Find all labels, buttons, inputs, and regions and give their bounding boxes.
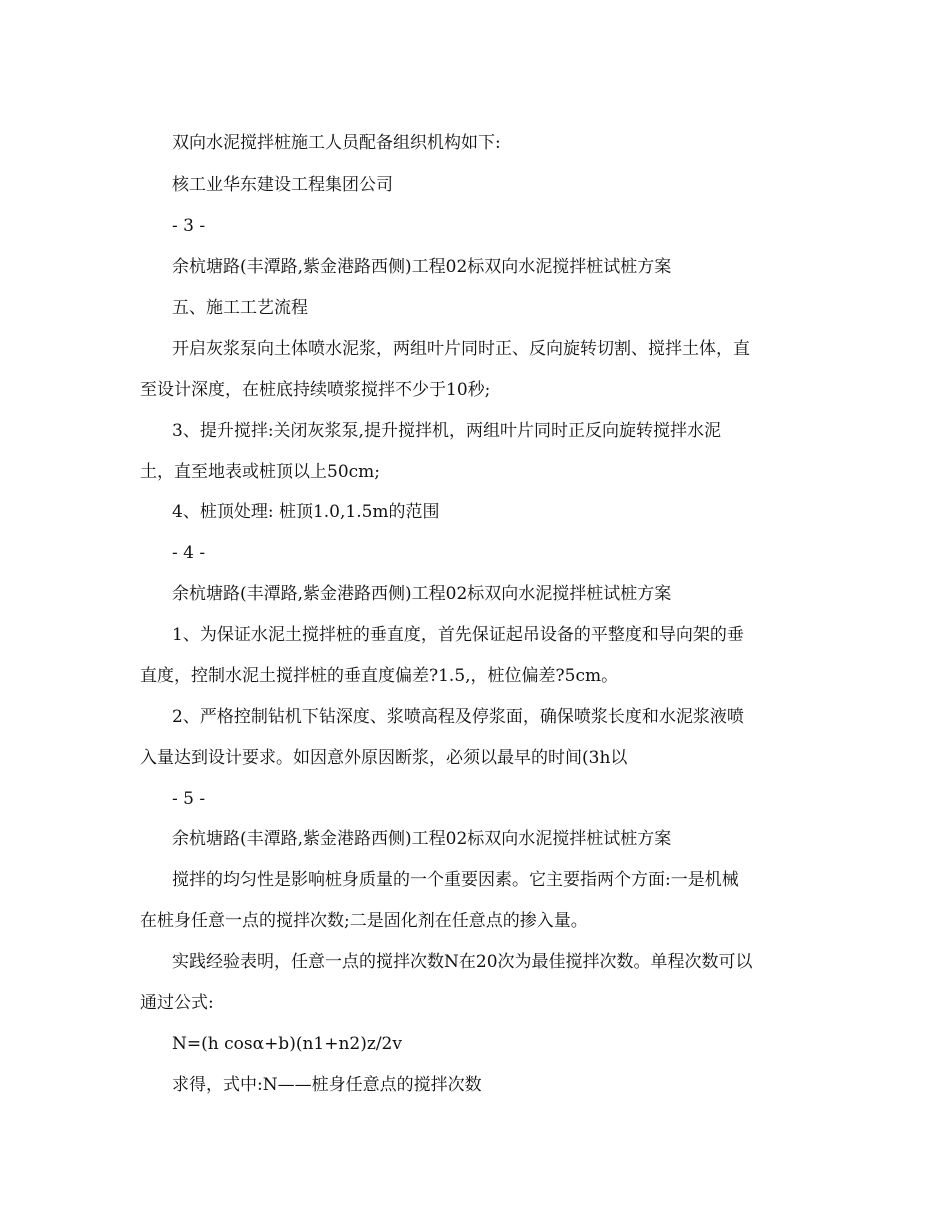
text-line: 2、严格控制钻机下钻深度、浆喷高程及停浆面，确保喷浆长度和水泥浆液喷 bbox=[172, 707, 744, 727]
text-line: 实践经验表明，任意一点的搅拌次数N在20次为最佳搅拌次数。单程次数可以 bbox=[172, 952, 753, 972]
running-header: 余杭塘路(丰潭路,紫金港路西侧)工程02标双向水泥搅拌桩试桩方案 bbox=[172, 257, 672, 277]
formula: N=(h cosα+b)(n1+n2)z/2v bbox=[172, 1034, 402, 1054]
section-heading: 五、施工工艺流程 bbox=[172, 298, 308, 318]
text-line: 至设计深度，在桩底持续喷浆搅拌不少于10秒; bbox=[140, 380, 491, 400]
text-line: 3、提升搅拌:关闭灰浆泵,提升搅拌机，两组叶片同时正反向旋转搅拌水泥 bbox=[172, 421, 721, 441]
page-number: - 5 - bbox=[172, 789, 206, 809]
text-line: 通过公式: bbox=[140, 993, 214, 1013]
text-line: 搅拌的均匀性是影响桩身质量的一个重要因素。它主要指两个方面:一是机械 bbox=[172, 870, 739, 890]
text-line: 直度，控制水泥土搅拌桩的垂直度偏差?1.5,，桩位偏差?5cm。 bbox=[140, 666, 619, 686]
page-number: - 4 - bbox=[172, 543, 206, 563]
page-number: - 3 - bbox=[172, 216, 206, 236]
text-line: 开启灰浆泵向土体喷水泥浆，两组叶片同时正、反向旋转切割、搅拌土体，直 bbox=[172, 339, 750, 359]
text-line: 4、桩顶处理: 桩顶1.0,1.5m的范围 bbox=[172, 502, 440, 522]
running-header: 余杭塘路(丰潭路,紫金港路西侧)工程02标双向水泥搅拌桩试桩方案 bbox=[172, 829, 672, 849]
company-name: 核工业华东建设工程集团公司 bbox=[172, 175, 393, 195]
text-line: 入量达到设计要求。如因意外原因断浆，必须以最早的时间(3h以 bbox=[140, 748, 628, 768]
text-line: 土，直至地表或桩顶以上50cm; bbox=[140, 462, 380, 482]
text-line: 1、为保证水泥土搅拌桩的垂直度，首先保证起吊设备的平整度和导向架的垂 bbox=[172, 625, 744, 645]
text-line: 双向水泥搅拌桩施工人员配备组织机构如下: bbox=[172, 133, 501, 153]
text-line: 在桩身任意一点的搅拌次数;二是固化剂在任意点的掺入量。 bbox=[140, 911, 588, 931]
text-line: 求得，式中:N——桩身任意点的搅拌次数 bbox=[172, 1075, 482, 1095]
running-header: 余杭塘路(丰潭路,紫金港路西侧)工程02标双向水泥搅拌桩试桩方案 bbox=[172, 584, 672, 604]
